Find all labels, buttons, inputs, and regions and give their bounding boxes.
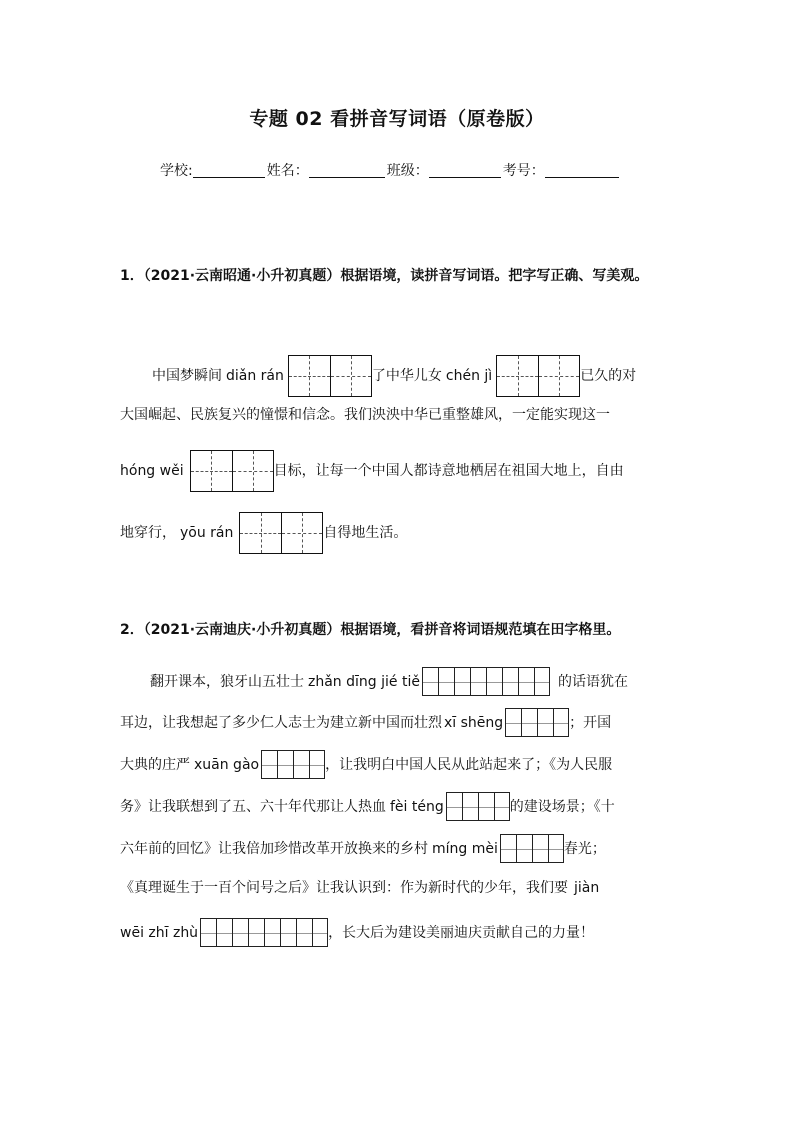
page-title: 专题 02 看拼音写词语（原卷版） [249, 108, 545, 130]
q2-text: 的话语犹在 [557, 673, 628, 690]
q2-pinyin-2: xī shēng [444, 714, 504, 731]
q2-text: ，让我明白中国人民从此站起来了；《为人民服 [325, 756, 613, 773]
q2-text: 春光； [563, 840, 606, 857]
q2-answer-box-3[interactable] [261, 750, 325, 779]
q2-text: 《真理诞生于一百个问号之后》让我认识到：作为新时代的少年，我们要 [120, 880, 568, 896]
q1-text: 中国梦瞬间 [152, 368, 222, 384]
q2-text: 六年前的回忆》让我倍加珍惜改革开放换来的乡村 [120, 840, 428, 857]
q2-text: 的建设场景；《十 [509, 798, 615, 815]
q2-line-1 [150, 667, 628, 691]
q2-line-6 [120, 876, 599, 900]
q1-pinyin-3: hóng wěi [120, 463, 184, 479]
q1-line-2 [120, 403, 610, 427]
name-blank[interactable] [309, 161, 385, 178]
q2-pinyin-4: fèi téng [390, 798, 444, 815]
q1-answer-box-3[interactable] [190, 450, 274, 492]
q1-text: 目标，让每一个中国人都诗意地栖居在祖国大地上，自由 [273, 463, 624, 479]
q1-line-4 [120, 512, 408, 541]
q1-text: 地穿行， [120, 525, 176, 541]
q1-answer-box-4[interactable] [239, 512, 323, 554]
q2-answer-box-5[interactable] [500, 834, 564, 863]
number-blank[interactable] [545, 161, 619, 178]
q2-pinyin-3: xuān gào [194, 756, 260, 773]
q1-answer-box-1[interactable] [288, 355, 372, 397]
q1-text: 已久的对 [580, 368, 637, 384]
q2-text: 大典的庄严 [120, 756, 190, 773]
q2-answer-box-2[interactable] [505, 708, 569, 737]
q2-line-7 [120, 918, 594, 942]
class-label: 班级： [386, 163, 429, 179]
school-blank[interactable] [193, 161, 265, 178]
q2-text: 耳边，让我想起了多少仁人志士为建立新中国而壮烈 [120, 714, 442, 731]
q2-text: 翻开课本，狼牙山五壮士 [150, 673, 304, 690]
q2-pinyin-6a: jiàn [574, 880, 600, 896]
student-info-line [160, 160, 621, 180]
q1-text: 大国崛起、民族复兴的憧憬和信念。我们泱泱中华已重整雄风，一定能实现这一 [120, 407, 610, 423]
q1-pinyin-2: chén jì [445, 368, 493, 384]
q2-line-3 [120, 750, 612, 774]
name-label: 姓名： [266, 163, 309, 179]
q2-line-2 [120, 708, 611, 732]
q1-line-1 [152, 355, 637, 384]
q1-text: 了中华儿女 [371, 368, 442, 384]
q2-text: ，长大后为建设美丽迪庆贡献自己的力量！ [328, 924, 595, 941]
q2-answer-box-4[interactable] [446, 792, 510, 821]
q2-text: 务》让我联想到了五、六十年代那让人热血 [120, 798, 386, 815]
q2-text: ；开国 [569, 714, 612, 731]
q1-heading: 1．（2021·云南昭通·小升初真题）根据语境，读拼音写词语。把字写正确、写美观。 [120, 268, 649, 284]
q2-answer-box-6[interactable] [200, 918, 328, 947]
class-blank[interactable] [429, 161, 501, 178]
q2-pinyin-5: míng mèi [432, 840, 498, 857]
q2-line-5 [120, 834, 606, 858]
q2-answer-box-1[interactable] [422, 667, 550, 696]
q1-pinyin-1: diǎn rán [226, 368, 284, 384]
q1-line-3 [120, 450, 624, 479]
number-label: 考号： [502, 163, 545, 179]
q2-pinyin-6b: wēi zhī zhù [120, 924, 199, 941]
q1-answer-box-2[interactable] [496, 355, 580, 397]
q2-pinyin-1: zhǎn dīng jié tiě [308, 673, 420, 690]
q1-text: 自得地生活。 [323, 525, 408, 541]
q2-line-4 [120, 792, 615, 816]
school-label: 学校: [160, 163, 193, 179]
q2-heading: 2．（2021·云南迪庆·小升初真题）根据语境，看拼音将词语规范填在田字格里。 [120, 622, 621, 638]
q1-pinyin-4: yōu rán [180, 525, 234, 541]
